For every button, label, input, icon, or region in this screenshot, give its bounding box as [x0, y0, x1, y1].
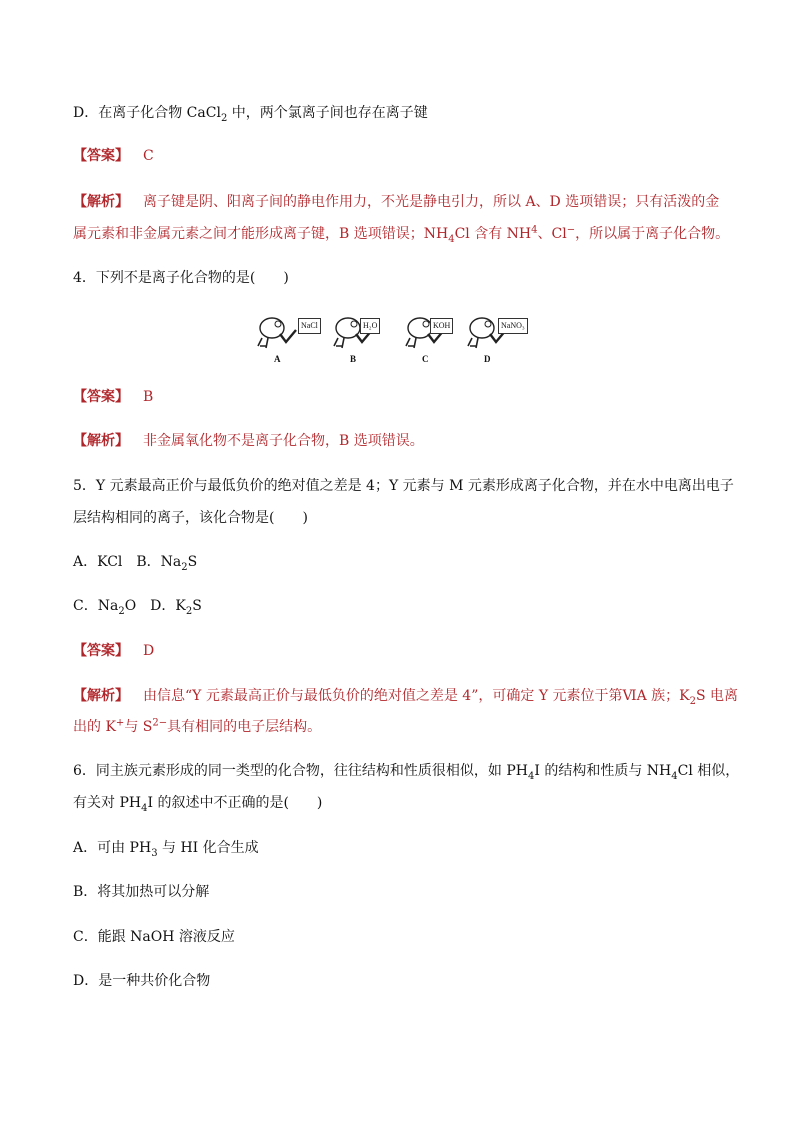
q3-analysis-line2-sup2: − — [566, 224, 576, 236]
q6-stem-line1-sub1: 4 — [528, 770, 535, 782]
q4-analysis-label: 【解析】 — [73, 433, 129, 449]
q6-stem-line2 — [73, 793, 322, 813]
q5-answer — [73, 641, 154, 661]
figure-letter-d: D — [484, 354, 491, 364]
q3-analysis-label: 【解析】 — [73, 194, 129, 210]
q6-option-d: D．是一种共价化合物 — [73, 973, 211, 989]
q5-options-ab-a: A．KCl B．Na — [73, 554, 182, 570]
figure-letter-a: A — [274, 354, 281, 364]
q4-stem: 4．下列不是离子化合物的是( ) — [73, 270, 289, 286]
figure-item-b — [328, 310, 398, 370]
q5-options-ab-b: S — [187, 554, 198, 570]
figure-item-c — [400, 310, 470, 370]
q5-options-cd-sub1: 2 — [118, 605, 125, 617]
q6-stem-line1 — [73, 761, 739, 781]
figure-letter-b: B — [350, 354, 357, 364]
q6-option-b: B．将其加热可以分解 — [73, 884, 210, 900]
q5-analysis-line2-a: 出的 K — [73, 719, 116, 735]
q3-answer — [73, 146, 154, 166]
q3-analysis-line1 — [73, 192, 719, 212]
q5-analysis-line1 — [73, 686, 738, 706]
figure-item-d — [462, 310, 532, 370]
q3-analysis-line2-b: Cl 含有 NH — [454, 226, 532, 242]
q5-options-ab — [73, 552, 197, 572]
q4-answer-label: 【答案】 — [73, 389, 129, 405]
q5-answer-value: D — [143, 643, 155, 659]
q5-options-cd — [73, 596, 202, 616]
q5-analysis-line1-sub: 2 — [689, 695, 696, 707]
q5-analysis-line2-b: 与 S — [124, 719, 153, 735]
q3-option-d-sub: 2 — [220, 112, 228, 124]
q5-options-ab-sub: 2 — [181, 561, 188, 573]
q6-option-a — [73, 838, 259, 858]
q6-stem-line1-c: Cl 相似， — [677, 763, 740, 779]
q3-analysis-line2-sup1: 4 — [531, 224, 538, 236]
q5-analysis-line2 — [73, 717, 321, 737]
q3-option-d-rest: 中，两个氯离子间也存在离子键 — [227, 105, 428, 121]
q6-option-a-a: A．可由 PH — [73, 840, 152, 856]
q5-analysis-line1-a: 由信息“Y 元素最高正价与最低负价的绝对值之差是 4”，可确定 Y 元素位于第ⅥA 族；K — [143, 688, 690, 704]
q5-answer-label: 【答案】 — [73, 643, 129, 659]
q4-analysis — [73, 431, 424, 451]
q5-options-cd-a: C．Na — [73, 598, 119, 614]
q4-answer-value: B — [143, 389, 154, 405]
q5-analysis-line2-sup2: 2− — [152, 717, 168, 729]
figure-box-d: NaNO₃ — [498, 318, 528, 334]
q4-answer — [73, 387, 153, 407]
q5-options-cd-b: O D．K — [124, 598, 186, 614]
q5-analysis-line2-sup1: + — [115, 717, 125, 729]
q3-analysis-line2-a: 属元素和非金属元素之间才能形成离子键，B 选项错误；NH — [73, 226, 449, 242]
q5-analysis-line1-b: S 电离 — [695, 688, 739, 704]
q3-option-d — [73, 103, 428, 123]
q4-analysis-text: 非金属氧化物不是离子化合物，B 选项错误。 — [143, 433, 424, 449]
q3-analysis-line2-sub: 4 — [448, 233, 455, 245]
q5-stem-line2: 层结构相同的离子，该化合物是( ) — [73, 510, 308, 526]
q6-stem-line2-sub: 4 — [141, 802, 148, 814]
figure-box-b: H₂O — [360, 318, 380, 334]
q6-option-a-b: 与 HI 化合生成 — [157, 840, 259, 856]
q3-analysis-line1-text: 离子键是阴、阳离子间的静电作用力，不光是静电引力，所以 A、D 选项错误；只有活泼的金 — [143, 194, 720, 210]
q6-stem-line1-sub2: 4 — [671, 770, 678, 782]
q3-answer-label: 【答案】 — [73, 148, 129, 164]
figure-item-a — [252, 310, 322, 370]
q6-stem-line2-b: I 的叙述中不正确的是( ) — [147, 795, 323, 811]
q3-analysis-line2-c: 、Cl — [537, 226, 567, 242]
q6-stem-line2-a: 有关对 PH — [73, 795, 142, 811]
q6-stem-line1-b: I 的结构和性质与 NH — [534, 763, 672, 779]
q4-figure — [252, 310, 552, 370]
q3-analysis-line2 — [73, 224, 729, 244]
figure-box-c: KOH — [430, 318, 453, 334]
q5-stem-line1: 5．Y 元素最高正价与最低负价的绝对值之差是 4；Y 元素与 M 元素形成离子化合物，并在水中电离出电子 — [73, 478, 734, 494]
q3-option-d-text: D．在离子化合物 CaCl — [73, 105, 221, 121]
q5-options-cd-sub2: 2 — [185, 605, 193, 617]
q5-analysis-label: 【解析】 — [73, 688, 129, 704]
figure-letter-c: C — [422, 354, 429, 364]
q5-options-cd-c: S — [192, 598, 202, 614]
q5-analysis-line2-c: 具有相同的电子层结构。 — [167, 719, 322, 735]
q6-option-c: C．能跟 NaOH 溶液反应 — [73, 929, 235, 945]
q3-answer-value: C — [143, 148, 154, 164]
q6-option-a-sub: 3 — [151, 847, 158, 859]
q6-stem-line1-a: 6．同主族元素形成的同一类型的化合物，往往结构和性质很相似，如 PH — [73, 763, 528, 779]
q3-analysis-line2-d: ，所以属于离子化合物。 — [575, 226, 730, 242]
figure-box-a: NaCl — [298, 318, 321, 334]
